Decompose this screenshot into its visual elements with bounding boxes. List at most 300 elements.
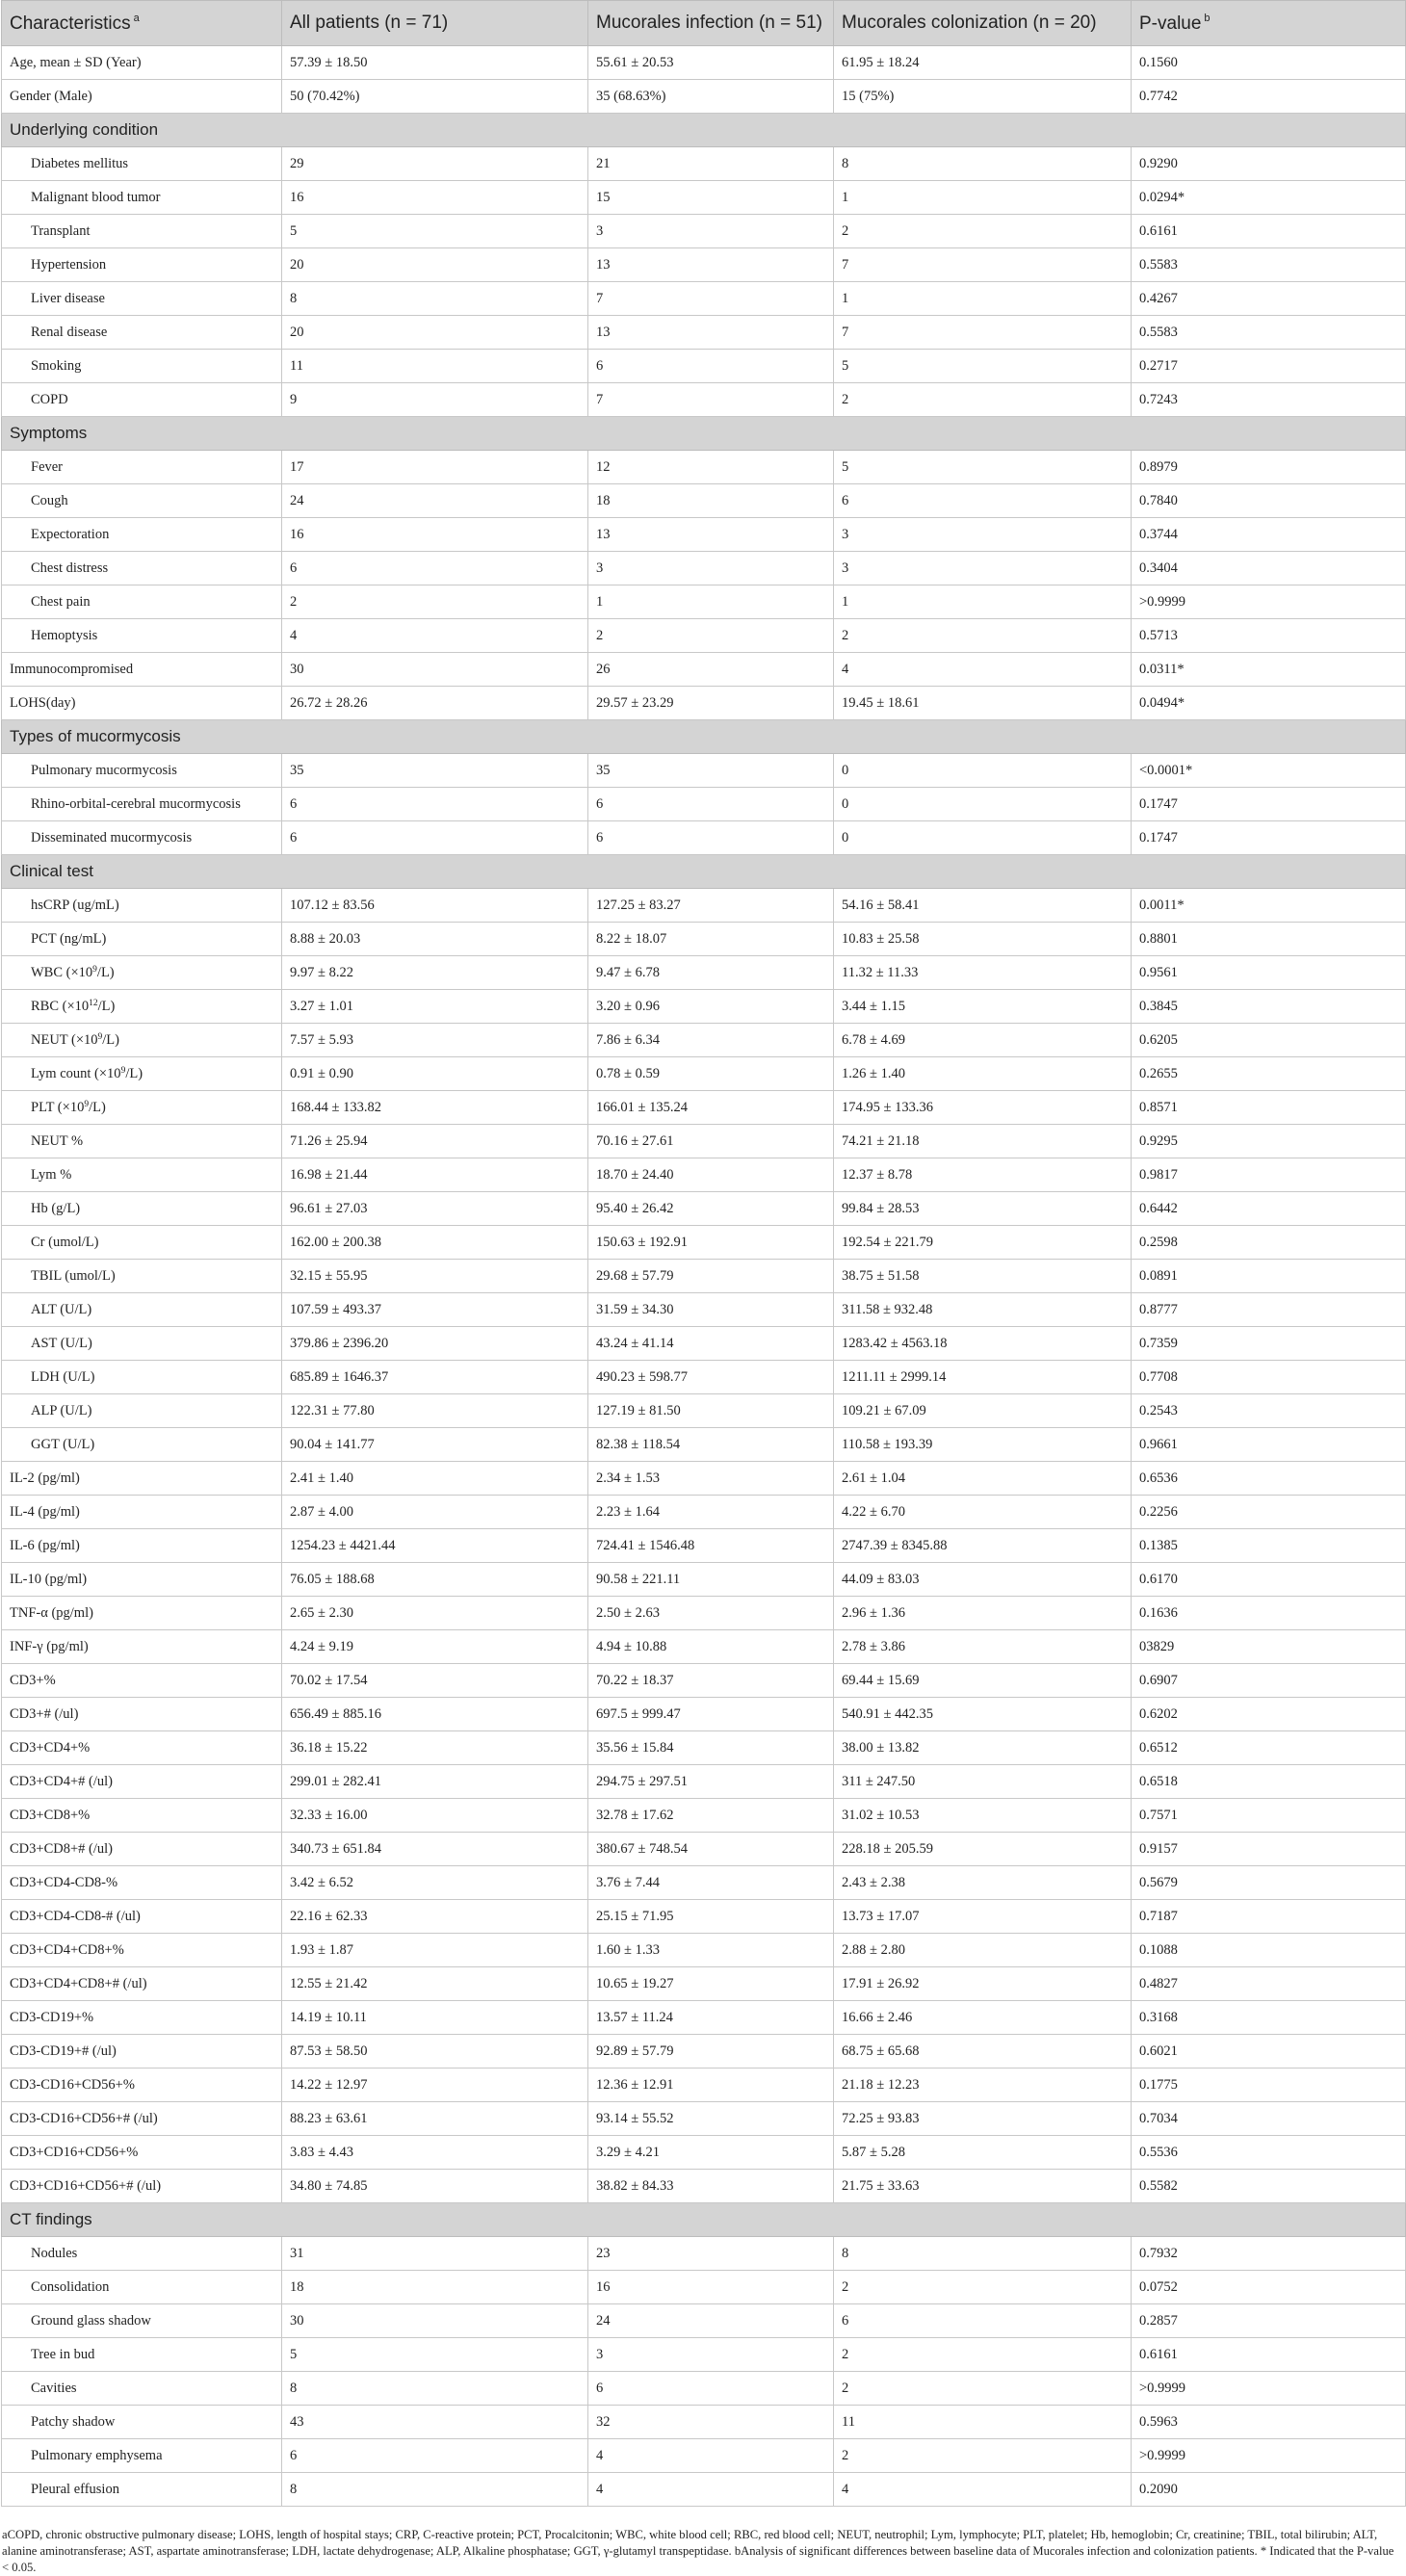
cell-all-patients: 3.27 ± 1.01 <box>282 990 588 1024</box>
row-label: Chest pain <box>2 585 282 619</box>
cell-colonization: 4 <box>834 653 1132 687</box>
cell-all-patients: 20 <box>282 248 588 282</box>
cell-all-patients: 5 <box>282 2338 588 2372</box>
section-header-row <box>2 417 1406 451</box>
table-row <box>2 1462 1406 1496</box>
cell-colonization: 311 ± 247.50 <box>834 1765 1132 1799</box>
row-label: Ground glass shadow <box>2 2304 282 2338</box>
table-row <box>2 1664 1406 1698</box>
cell-colonization: 6 <box>834 2304 1132 2338</box>
cell-p-value: 0.9661 <box>1132 1428 1406 1462</box>
cell-all-patients: 2.65 ± 2.30 <box>282 1597 588 1630</box>
cell-infection: 13 <box>588 518 834 552</box>
cell-p-value: 0.1747 <box>1132 821 1406 855</box>
cell-p-value: 0.3404 <box>1132 552 1406 585</box>
cell-infection: 3.76 ± 7.44 <box>588 1866 834 1900</box>
cell-infection: 13 <box>588 248 834 282</box>
row-label: CD3+CD8+% <box>2 1799 282 1833</box>
row-label: Cavities <box>2 2372 282 2406</box>
cell-all-patients: 5 <box>282 215 588 248</box>
cell-p-value: 0.9295 <box>1132 1125 1406 1158</box>
cell-p-value: 0.8801 <box>1132 923 1406 956</box>
cell-p-value: 0.1385 <box>1132 1529 1406 1563</box>
section-title: CT findings <box>2 2203 1406 2237</box>
row-label: Disseminated mucormycosis <box>2 821 282 855</box>
cell-p-value: 0.2598 <box>1132 1226 1406 1260</box>
cell-infection: 95.40 ± 26.42 <box>588 1192 834 1226</box>
row-label: CD3+CD16+CD56+% <box>2 2136 282 2170</box>
cell-all-patients: 24 <box>282 484 588 518</box>
cell-colonization: 1283.42 ± 4563.18 <box>834 1327 1132 1361</box>
cell-infection: 82.38 ± 118.54 <box>588 1428 834 1462</box>
cell-all-patients: 30 <box>282 653 588 687</box>
cell-p-value: 0.9817 <box>1132 1158 1406 1192</box>
table-row <box>2 1967 1406 2001</box>
cell-infection: 697.5 ± 999.47 <box>588 1698 834 1731</box>
cell-infection: 490.23 ± 598.77 <box>588 1361 834 1394</box>
cell-infection: 4 <box>588 2473 834 2507</box>
cell-all-patients: 6 <box>282 552 588 585</box>
cell-infection: 2.50 ± 2.63 <box>588 1597 834 1630</box>
cell-colonization: 8 <box>834 147 1132 181</box>
cell-p-value: >0.9999 <box>1132 2439 1406 2473</box>
table-row <box>2 2069 1406 2102</box>
cell-infection: 2.23 ± 1.64 <box>588 1496 834 1529</box>
cell-p-value: 0.5963 <box>1132 2406 1406 2439</box>
cell-colonization: 10.83 ± 25.58 <box>834 923 1132 956</box>
cell-all-patients: 7.57 ± 5.93 <box>282 1024 588 1057</box>
cell-all-patients: 8.88 ± 20.03 <box>282 923 588 956</box>
cell-all-patients: 162.00 ± 200.38 <box>282 1226 588 1260</box>
cell-infection: 35.56 ± 15.84 <box>588 1731 834 1765</box>
row-label: CD3+CD4+CD8+# (/ul) <box>2 1967 282 2001</box>
cell-infection: 15 <box>588 181 834 215</box>
table-row <box>2 1428 1406 1462</box>
cell-infection: 8.22 ± 18.07 <box>588 923 834 956</box>
table-row <box>2 46 1406 80</box>
cell-all-patients: 1.93 ± 1.87 <box>282 1934 588 1967</box>
cell-all-patients: 17 <box>282 451 588 484</box>
table-row <box>2 687 1406 720</box>
row-label: Pulmonary emphysema <box>2 2439 282 2473</box>
table-row <box>2 1293 1406 1327</box>
cell-colonization: 2 <box>834 619 1132 653</box>
table-body <box>2 46 1406 2507</box>
table-row <box>2 2439 1406 2473</box>
cell-colonization: 44.09 ± 83.03 <box>834 1563 1132 1597</box>
cell-all-patients: 32.33 ± 16.00 <box>282 1799 588 1833</box>
cell-colonization: 228.18 ± 205.59 <box>834 1833 1132 1866</box>
cell-infection: 6 <box>588 788 834 821</box>
cell-p-value: 0.0294* <box>1132 181 1406 215</box>
cell-p-value: 0.2256 <box>1132 1496 1406 1529</box>
row-label: ALT (U/L) <box>2 1293 282 1327</box>
cell-infection: 16 <box>588 2271 834 2304</box>
cell-p-value: 0.0011* <box>1132 889 1406 923</box>
table-header-row <box>2 1 1406 46</box>
cell-colonization: 311.58 ± 932.48 <box>834 1293 1132 1327</box>
table-row <box>2 585 1406 619</box>
cell-colonization: 0 <box>834 754 1132 788</box>
cell-p-value: 0.6512 <box>1132 1731 1406 1765</box>
header-p-value: P-value $^b$ <box>1132 1 1406 46</box>
table-row <box>2 2271 1406 2304</box>
cell-infection: 166.01 ± 135.24 <box>588 1091 834 1125</box>
row-label: RBC $(\times 10^{12}/L)$ <box>2 990 282 1024</box>
cell-colonization: 2.96 ± 1.36 <box>834 1597 1132 1630</box>
cell-infection: 26 <box>588 653 834 687</box>
cell-p-value: 0.2655 <box>1132 1057 1406 1091</box>
cell-p-value: 0.0891 <box>1132 1260 1406 1293</box>
table-row <box>2 1934 1406 1967</box>
cell-p-value: 0.7571 <box>1132 1799 1406 1833</box>
cell-infection: 43.24 ± 41.14 <box>588 1327 834 1361</box>
cell-colonization: 1.26 ± 1.40 <box>834 1057 1132 1091</box>
row-label: TBIL (umol/L) <box>2 1260 282 1293</box>
cell-p-value: 0.6202 <box>1132 1698 1406 1731</box>
cell-colonization: 110.58 ± 193.39 <box>834 1428 1132 1462</box>
cell-p-value: 0.1775 <box>1132 2069 1406 2102</box>
cell-all-patients: 3.83 ± 4.43 <box>282 2136 588 2170</box>
cell-colonization: 2.43 ± 2.38 <box>834 1866 1132 1900</box>
table-row <box>2 2372 1406 2406</box>
table-row <box>2 1260 1406 1293</box>
row-label: Lym % <box>2 1158 282 1192</box>
cell-all-patients: 29 <box>282 147 588 181</box>
table-row <box>2 1024 1406 1057</box>
row-label: Renal disease <box>2 316 282 350</box>
cell-colonization: 2 <box>834 2338 1132 2372</box>
cell-colonization: 192.54 ± 221.79 <box>834 1226 1132 1260</box>
cell-infection: 13.57 ± 11.24 <box>588 2001 834 2035</box>
row-label: CD3-CD19+# (/ul) <box>2 2035 282 2069</box>
cell-infection: 29.68 ± 57.79 <box>588 1260 834 1293</box>
table-row <box>2 316 1406 350</box>
cell-p-value: 0.5582 <box>1132 2170 1406 2203</box>
table-row <box>2 181 1406 215</box>
cell-all-patients: 685.89 ± 1646.37 <box>282 1361 588 1394</box>
table-row <box>2 2170 1406 2203</box>
row-label: CD3+CD16+CD56+# (/ul) <box>2 2170 282 2203</box>
table-row <box>2 1125 1406 1158</box>
cell-all-patients: 0.91 ± 0.90 <box>282 1057 588 1091</box>
cell-all-patients: 8 <box>282 282 588 316</box>
table-row <box>2 788 1406 821</box>
table-row <box>2 484 1406 518</box>
row-label: LDH (U/L) <box>2 1361 282 1394</box>
table-row <box>2 1630 1406 1664</box>
section-header-row <box>2 855 1406 889</box>
header-all-patients: All patients (n = 71) <box>282 1 588 46</box>
cell-infection: 70.22 ± 18.37 <box>588 1664 834 1698</box>
row-label: CD3+CD8+# (/ul) <box>2 1833 282 1866</box>
cell-p-value: 0.3744 <box>1132 518 1406 552</box>
cell-p-value: 0.7932 <box>1132 2237 1406 2271</box>
header-mucorales-colonization: Mucorales colonization (n = 20) <box>834 1 1132 46</box>
row-label: WBC $(\times 10^9/L)$ <box>2 956 282 990</box>
row-label: CD3+CD4-CD8-% <box>2 1866 282 1900</box>
cell-colonization: 2747.39 ± 8345.88 <box>834 1529 1132 1563</box>
cell-all-patients: 26.72 ± 28.26 <box>282 687 588 720</box>
cell-infection: 32 <box>588 2406 834 2439</box>
cell-colonization: 69.44 ± 15.69 <box>834 1664 1132 1698</box>
cell-p-value: 0.2090 <box>1132 2473 1406 2507</box>
row-label: ALP (U/L) <box>2 1394 282 1428</box>
cell-all-patients: 107.12 ± 83.56 <box>282 889 588 923</box>
cell-infection: 127.25 ± 83.27 <box>588 889 834 923</box>
cell-p-value: 0.2857 <box>1132 2304 1406 2338</box>
table-row <box>2 1091 1406 1125</box>
table-row <box>2 1698 1406 1731</box>
row-label: IL-4 (pg/ml) <box>2 1496 282 1529</box>
cell-colonization: 68.75 ± 65.68 <box>834 2035 1132 2069</box>
cell-colonization: 2.88 ± 2.80 <box>834 1934 1132 1967</box>
cell-colonization: 12.37 ± 8.78 <box>834 1158 1132 1192</box>
table-row <box>2 1765 1406 1799</box>
cell-all-patients: 4 <box>282 619 588 653</box>
cell-p-value: 0.8979 <box>1132 451 1406 484</box>
cell-all-patients: 3.42 ± 6.52 <box>282 1866 588 1900</box>
cell-p-value: 0.5713 <box>1132 619 1406 653</box>
table-row <box>2 2338 1406 2372</box>
header-characteristics: Characteristics $^a$ <box>2 1 282 46</box>
cell-all-patients: 107.59 ± 493.37 <box>282 1293 588 1327</box>
cell-p-value: 0.1747 <box>1132 788 1406 821</box>
table-row <box>2 1158 1406 1192</box>
section-title: Clinical test <box>2 855 1406 889</box>
cell-all-patients: 2 <box>282 585 588 619</box>
row-label: Hemoptysis <box>2 619 282 653</box>
cell-all-patients: 122.31 ± 77.80 <box>282 1394 588 1428</box>
cell-p-value: 0.7034 <box>1132 2102 1406 2136</box>
row-label: Hb (g/L) <box>2 1192 282 1226</box>
table-row <box>2 1529 1406 1563</box>
header-mucorales-infection: Mucorales infection (n = 51) <box>588 1 834 46</box>
table-row <box>2 923 1406 956</box>
row-label: GGT (U/L) <box>2 1428 282 1462</box>
cell-p-value: 0.0494* <box>1132 687 1406 720</box>
row-label: PLT $(\times 10^9/L)$ <box>2 1091 282 1125</box>
cell-all-patients: 16.98 ± 21.44 <box>282 1158 588 1192</box>
cell-all-patients: 71.26 ± 25.94 <box>282 1125 588 1158</box>
cell-colonization: 540.91 ± 442.35 <box>834 1698 1132 1731</box>
cell-colonization: 174.95 ± 133.36 <box>834 1091 1132 1125</box>
table-row <box>2 889 1406 923</box>
cell-p-value: 0.9290 <box>1132 147 1406 181</box>
cell-infection: 4 <box>588 2439 834 2473</box>
cell-colonization: 5 <box>834 350 1132 383</box>
section-title: Symptoms <box>2 417 1406 451</box>
table-row <box>2 2406 1406 2439</box>
cell-all-patients: 9 <box>282 383 588 417</box>
table-row <box>2 2473 1406 2507</box>
cell-p-value: 0.6518 <box>1132 1765 1406 1799</box>
table-row <box>2 821 1406 855</box>
row-label: PCT (ng/mL) <box>2 923 282 956</box>
cell-p-value: 0.4267 <box>1132 282 1406 316</box>
row-label: IL-6 (pg/ml) <box>2 1529 282 1563</box>
baseline-characteristics-table <box>1 0 1406 2507</box>
table-row <box>2 1833 1406 1866</box>
table-row <box>2 1394 1406 1428</box>
row-label: Hypertension <box>2 248 282 282</box>
cell-p-value: 0.5679 <box>1132 1866 1406 1900</box>
cell-infection: 3.20 ± 0.96 <box>588 990 834 1024</box>
cell-p-value: 0.3168 <box>1132 2001 1406 2035</box>
cell-p-value: 0.3845 <box>1132 990 1406 1024</box>
cell-colonization: 21.75 ± 33.63 <box>834 2170 1132 2203</box>
row-label: TNF-α (pg/ml) <box>2 1597 282 1630</box>
table-row <box>2 1900 1406 1934</box>
cell-p-value: 0.2543 <box>1132 1394 1406 1428</box>
cell-p-value: 0.7243 <box>1132 383 1406 417</box>
cell-p-value: 0.6161 <box>1132 2338 1406 2372</box>
row-label: IL-2 (pg/ml) <box>2 1462 282 1496</box>
cell-all-patients: 168.44 ± 133.82 <box>282 1091 588 1125</box>
cell-p-value: 0.9157 <box>1132 1833 1406 1866</box>
table-row <box>2 1799 1406 1833</box>
cell-p-value: 0.1088 <box>1132 1934 1406 1967</box>
cell-colonization: 6 <box>834 484 1132 518</box>
table-row <box>2 653 1406 687</box>
cell-infection: 127.19 ± 81.50 <box>588 1394 834 1428</box>
cell-colonization: 31.02 ± 10.53 <box>834 1799 1132 1833</box>
cell-p-value: >0.9999 <box>1132 585 1406 619</box>
cell-all-patients: 30 <box>282 2304 588 2338</box>
cell-p-value: 0.4827 <box>1132 1967 1406 2001</box>
cell-p-value: 0.8777 <box>1132 1293 1406 1327</box>
cell-all-patients: 87.53 ± 58.50 <box>282 2035 588 2069</box>
row-label: Patchy shadow <box>2 2406 282 2439</box>
row-label: CD3-CD16+CD56+% <box>2 2069 282 2102</box>
cell-colonization: 38.00 ± 13.82 <box>834 1731 1132 1765</box>
row-label: Nodules <box>2 2237 282 2271</box>
row-label: Chest distress <box>2 552 282 585</box>
cell-colonization: 11 <box>834 2406 1132 2439</box>
cell-colonization: 61.95 ± 18.24 <box>834 46 1132 80</box>
cell-colonization: 1 <box>834 181 1132 215</box>
cell-infection: 12.36 ± 12.91 <box>588 2069 834 2102</box>
cell-p-value: 0.7742 <box>1132 80 1406 114</box>
cell-colonization: 3 <box>834 518 1132 552</box>
table-row <box>2 2304 1406 2338</box>
table-row <box>2 1731 1406 1765</box>
cell-p-value: 0.6021 <box>1132 2035 1406 2069</box>
row-label: NEUT % <box>2 1125 282 1158</box>
cell-p-value: 0.6536 <box>1132 1462 1406 1496</box>
row-label: Transplant <box>2 215 282 248</box>
table-footnote: aCOPD, chronic obstructive pulmonary disease; LOHS, length of hospital stays; CRP, C-reactive protein; PCT, Procalcitonin; WBC, white blood cell; RBC, red blood cell; NEUT, neutrophil; Lym, lymphocyte; PLT, platelet; Hb, hemoglobin; Cr, creatinine; TBIL, total bilirubin; ALT, alanine aminotransferase; AST, aspartate aminotransferase; LDH, lactate dehydrogenase; ALP, Alkaline phosphatase; GGT, γ-glutamyl transpeptidase. bAnalysis of significant differences between baseline data of Mucorales infection and colonization patients. * Indicated that the P-value < 0.05. <box>2 2528 1394 2574</box>
cell-colonization: 21.18 ± 12.23 <box>834 2069 1132 2102</box>
cell-colonization: 0 <box>834 788 1132 821</box>
cell-colonization: 2 <box>834 215 1132 248</box>
row-label: Tree in bud <box>2 2338 282 2372</box>
row-label: CD3+% <box>2 1664 282 1698</box>
table-row <box>2 2136 1406 2170</box>
cell-colonization: 1 <box>834 585 1132 619</box>
table-row <box>2 282 1406 316</box>
cell-p-value: 0.7187 <box>1132 1900 1406 1934</box>
row-label: Cr (umol/L) <box>2 1226 282 1260</box>
cell-infection: 2.34 ± 1.53 <box>588 1462 834 1496</box>
cell-all-patients: 18 <box>282 2271 588 2304</box>
cell-infection: 3.29 ± 4.21 <box>588 2136 834 2170</box>
row-label: CD3+CD4+% <box>2 1731 282 1765</box>
cell-all-patients: 6 <box>282 821 588 855</box>
cell-all-patients: 11 <box>282 350 588 383</box>
cell-infection: 55.61 ± 20.53 <box>588 46 834 80</box>
section-header-row <box>2 2203 1406 2237</box>
row-label: Smoking <box>2 350 282 383</box>
row-label: Immunocompromised <box>2 653 282 687</box>
table-row <box>2 1226 1406 1260</box>
cell-all-patients: 4.24 ± 9.19 <box>282 1630 588 1664</box>
cell-p-value: <0.0001* <box>1132 754 1406 788</box>
cell-infection: 38.82 ± 84.33 <box>588 2170 834 2203</box>
cell-colonization: 7 <box>834 316 1132 350</box>
cell-colonization: 17.91 ± 26.92 <box>834 1967 1132 2001</box>
cell-all-patients: 16 <box>282 518 588 552</box>
section-title: Underlying condition <box>2 114 1406 147</box>
row-label: Gender (Male) <box>2 80 282 114</box>
table-row <box>2 147 1406 181</box>
table-row <box>2 518 1406 552</box>
cell-colonization: 2 <box>834 383 1132 417</box>
cell-colonization: 1211.11 ± 2999.14 <box>834 1361 1132 1394</box>
cell-infection: 9.47 ± 6.78 <box>588 956 834 990</box>
row-label: INF-γ (pg/ml) <box>2 1630 282 1664</box>
cell-all-patients: 6 <box>282 2439 588 2473</box>
table-row <box>2 2102 1406 2136</box>
cell-infection: 7 <box>588 383 834 417</box>
cell-infection: 18 <box>588 484 834 518</box>
cell-all-patients: 656.49 ± 885.16 <box>282 1698 588 1731</box>
cell-all-patients: 299.01 ± 282.41 <box>282 1765 588 1799</box>
cell-all-patients: 50 (70.42%) <box>282 80 588 114</box>
table-row <box>2 451 1406 484</box>
cell-all-patients: 76.05 ± 188.68 <box>282 1563 588 1597</box>
cell-p-value: 0.6907 <box>1132 1664 1406 1698</box>
cell-colonization: 8 <box>834 2237 1132 2271</box>
cell-all-patients: 70.02 ± 17.54 <box>282 1664 588 1698</box>
cell-all-patients: 16 <box>282 181 588 215</box>
cell-infection: 32.78 ± 17.62 <box>588 1799 834 1833</box>
table-row <box>2 1192 1406 1226</box>
cell-colonization: 5 <box>834 451 1132 484</box>
cell-infection: 93.14 ± 55.52 <box>588 2102 834 2136</box>
cell-colonization: 15 (75%) <box>834 80 1132 114</box>
cell-p-value: >0.9999 <box>1132 2372 1406 2406</box>
table-row <box>2 1866 1406 1900</box>
cell-colonization: 2 <box>834 2372 1132 2406</box>
cell-colonization: 4 <box>834 2473 1132 2507</box>
cell-infection: 7 <box>588 282 834 316</box>
cell-colonization: 38.75 ± 51.58 <box>834 1260 1132 1293</box>
cell-colonization: 2 <box>834 2271 1132 2304</box>
cell-colonization: 2 <box>834 2439 1132 2473</box>
cell-colonization: 7 <box>834 248 1132 282</box>
cell-infection: 31.59 ± 34.30 <box>588 1293 834 1327</box>
row-label: CD3+CD4+# (/ul) <box>2 1765 282 1799</box>
cell-infection: 3 <box>588 2338 834 2372</box>
row-label: IL-10 (pg/ml) <box>2 1563 282 1597</box>
cell-infection: 29.57 ± 23.29 <box>588 687 834 720</box>
cell-infection: 4.94 ± 10.88 <box>588 1630 834 1664</box>
cell-all-patients: 20 <box>282 316 588 350</box>
row-label: LOHS(day) <box>2 687 282 720</box>
row-label: Rhino-orbital-cerebral mucormycosis <box>2 788 282 821</box>
cell-p-value: 0.0311* <box>1132 653 1406 687</box>
